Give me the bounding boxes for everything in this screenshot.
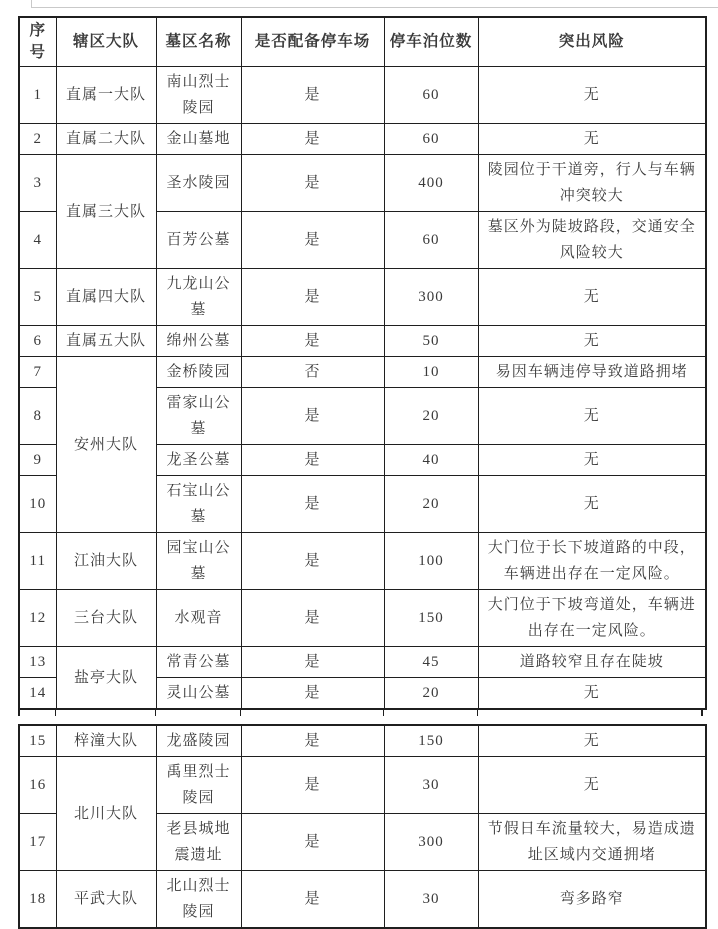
cell-has-parking: 是 [241, 871, 384, 929]
cell-parking-spots: 60 [384, 124, 478, 155]
cell-cemetery-name: 灵山公墓 [156, 678, 241, 710]
column-header: 停车泊位数 [384, 17, 478, 67]
cell-cemetery-name: 常青公墓 [156, 647, 241, 678]
cell-parking-spots: 20 [384, 388, 478, 445]
cell-risk: 无 [478, 326, 706, 357]
cell-risk: 弯多路窄 [478, 871, 706, 929]
cell-risk: 无 [478, 725, 706, 757]
column-header: 墓区名称 [156, 17, 241, 67]
cell-risk: 无 [478, 67, 706, 124]
table-row [19, 647, 706, 678]
cell-has-parking: 否 [241, 357, 384, 388]
column-header: 突出风险 [478, 17, 706, 67]
cell-brigade: 直属四大队 [56, 269, 156, 326]
cell-risk: 墓区外为陡坡路段，交通安全风险较大 [478, 212, 706, 269]
cell-parking-spots: 60 [384, 212, 478, 269]
table-row [19, 269, 706, 326]
cell-serial-number: 16 [19, 757, 56, 814]
spreadsheet-gridline-vertical [31, 0, 32, 8]
cell-risk: 无 [478, 124, 706, 155]
cell-brigade: 三台大队 [56, 590, 156, 647]
cell-cemetery-name: 绵州公墓 [156, 326, 241, 357]
tables-container [18, 16, 705, 929]
header-row [19, 17, 706, 67]
cell-has-parking: 是 [241, 155, 384, 212]
cell-brigade: 平武大队 [56, 871, 156, 929]
cell-brigade: 直属一大队 [56, 67, 156, 124]
cell-parking-spots: 40 [384, 445, 478, 476]
cell-risk: 无 [478, 388, 706, 445]
cell-parking-spots: 60 [384, 67, 478, 124]
cell-cemetery-name: 老县城地震遗址 [156, 814, 241, 871]
table-header-row [19, 17, 706, 67]
cell-has-parking: 是 [241, 590, 384, 647]
cell-cemetery-name: 雷家山公墓 [156, 388, 241, 445]
cell-has-parking: 是 [241, 725, 384, 757]
cell-risk: 无 [478, 269, 706, 326]
column-header: 是否配备停车场 [241, 17, 384, 67]
cell-brigade: 盐亭大队 [56, 647, 156, 710]
cell-cemetery-name: 水观音 [156, 590, 241, 647]
cell-serial-number: 5 [19, 269, 56, 326]
cell-risk: 无 [478, 445, 706, 476]
cell-has-parking: 是 [241, 388, 384, 445]
cell-risk: 大门位于下坡弯道处，车辆进出存在一定风险。 [478, 590, 706, 647]
cell-risk: 陵园位于干道旁，行人与车辆冲突较大 [478, 155, 706, 212]
cell-cemetery-name: 龙圣公墓 [156, 445, 241, 476]
cell-serial-number: 17 [19, 814, 56, 871]
parking-risk-table-lower [18, 724, 707, 929]
cell-risk: 大门位于长下坡道路的中段，车辆进出存在一定风险。 [478, 533, 706, 590]
table-row [19, 326, 706, 357]
cell-brigade: 北川大队 [56, 757, 156, 871]
table-row [19, 757, 706, 814]
cell-has-parking: 是 [241, 647, 384, 678]
cell-risk: 无 [478, 757, 706, 814]
cell-has-parking: 是 [241, 476, 384, 533]
cell-serial-number: 11 [19, 533, 56, 590]
cell-cemetery-name: 圣水陵园 [156, 155, 241, 212]
table-row [19, 725, 706, 757]
cell-parking-spots: 30 [384, 871, 478, 929]
table-gap [18, 716, 705, 724]
parking-risk-table-upper [18, 16, 707, 710]
cell-brigade: 直属三大队 [56, 155, 156, 269]
cell-parking-spots: 30 [384, 757, 478, 814]
cell-cemetery-name: 金桥陵园 [156, 357, 241, 388]
table-row [19, 533, 706, 590]
cell-serial-number: 7 [19, 357, 56, 388]
cell-risk: 无 [478, 678, 706, 710]
cell-cemetery-name: 九龙山公墓 [156, 269, 241, 326]
cell-cemetery-name: 石宝山公墓 [156, 476, 241, 533]
clipped-row-stub [18, 710, 705, 716]
cell-risk: 无 [478, 476, 706, 533]
cell-cemetery-name: 北山烈士陵园 [156, 871, 241, 929]
cell-has-parking: 是 [241, 678, 384, 710]
cell-cemetery-name: 园宝山公墓 [156, 533, 241, 590]
cell-serial-number: 10 [19, 476, 56, 533]
table-row [19, 871, 706, 929]
cell-serial-number: 12 [19, 590, 56, 647]
cell-parking-spots: 20 [384, 476, 478, 533]
spreadsheet-gridline-horizontal [31, 7, 718, 8]
cell-cemetery-name: 南山烈士陵园 [156, 67, 241, 124]
cell-serial-number: 6 [19, 326, 56, 357]
cell-serial-number: 13 [19, 647, 56, 678]
cell-cemetery-name: 百芳公墓 [156, 212, 241, 269]
cell-has-parking: 是 [241, 757, 384, 814]
cell-parking-spots: 100 [384, 533, 478, 590]
cell-brigade: 江油大队 [56, 533, 156, 590]
cell-brigade: 直属二大队 [56, 124, 156, 155]
cell-parking-spots: 50 [384, 326, 478, 357]
cell-has-parking: 是 [241, 212, 384, 269]
cell-serial-number: 8 [19, 388, 56, 445]
cell-parking-spots: 300 [384, 814, 478, 871]
cell-brigade: 直属五大队 [56, 326, 156, 357]
cell-has-parking: 是 [241, 533, 384, 590]
cell-serial-number: 4 [19, 212, 56, 269]
cell-cemetery-name: 龙盛陵园 [156, 725, 241, 757]
column-header: 辖区大队 [56, 17, 156, 67]
cell-parking-spots: 45 [384, 647, 478, 678]
cell-serial-number: 1 [19, 67, 56, 124]
cell-serial-number: 3 [19, 155, 56, 212]
cell-risk: 道路较窄且存在陡坡 [478, 647, 706, 678]
cell-parking-spots: 20 [384, 678, 478, 710]
cell-has-parking: 是 [241, 269, 384, 326]
cell-cemetery-name: 禹里烈士陵园 [156, 757, 241, 814]
cell-risk: 易因车辆违停导致道路拥堵 [478, 357, 706, 388]
cell-cemetery-name: 金山墓地 [156, 124, 241, 155]
cell-serial-number: 2 [19, 124, 56, 155]
cell-serial-number: 15 [19, 725, 56, 757]
cell-parking-spots: 150 [384, 590, 478, 647]
cell-brigade: 梓潼大队 [56, 725, 156, 757]
cell-has-parking: 是 [241, 445, 384, 476]
cell-has-parking: 是 [241, 67, 384, 124]
cell-has-parking: 是 [241, 814, 384, 871]
cell-serial-number: 18 [19, 871, 56, 929]
cell-risk: 节假日车流量较大，易造成遗址区域内交通拥堵 [478, 814, 706, 871]
cell-has-parking: 是 [241, 326, 384, 357]
column-header: 序号 [19, 17, 56, 67]
cell-serial-number: 9 [19, 445, 56, 476]
table-row [19, 155, 706, 212]
cell-brigade: 安州大队 [56, 357, 156, 533]
table-row [19, 124, 706, 155]
table-row [19, 357, 706, 388]
cell-parking-spots: 300 [384, 269, 478, 326]
cell-parking-spots: 150 [384, 725, 478, 757]
cell-parking-spots: 10 [384, 357, 478, 388]
table-row [19, 67, 706, 124]
cell-parking-spots: 400 [384, 155, 478, 212]
table-row [19, 590, 706, 647]
cell-serial-number: 14 [19, 678, 56, 710]
cell-has-parking: 是 [241, 124, 384, 155]
